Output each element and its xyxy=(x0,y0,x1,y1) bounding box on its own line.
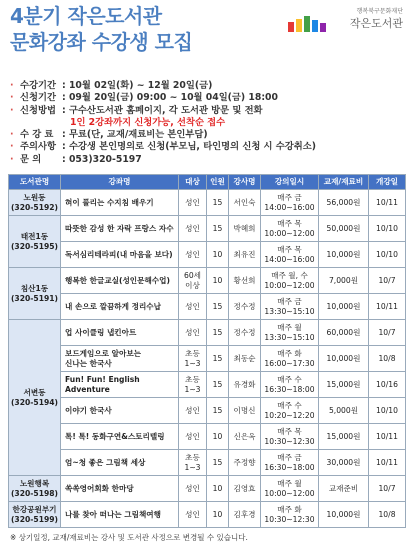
teacher-cell: 김후경 xyxy=(229,502,261,528)
count-cell: 10 xyxy=(207,268,229,294)
col-header-library: 도서관명 xyxy=(9,175,61,190)
teacher-cell: 황선희 xyxy=(229,268,261,294)
start-cell: 10/8 xyxy=(369,346,406,372)
library-cell: 노원동 (320-5192) xyxy=(9,190,61,216)
fee-cell: 15,000원 xyxy=(319,424,369,450)
teacher-cell: 최동순 xyxy=(229,346,261,372)
info-value: 1인 2강좌까지 신청가능, 선착순 접수 xyxy=(70,116,226,128)
time-cell: 매주 목 14:00~16:00 xyxy=(261,242,319,268)
time-cell: 매주 금 13:30~15:10 xyxy=(261,294,319,320)
logo-bar xyxy=(288,22,294,32)
table-row xyxy=(9,502,406,528)
teacher-cell: 박혜희 xyxy=(229,216,261,242)
start-cell: 10/7 xyxy=(369,268,406,294)
bullet-icon: · xyxy=(10,92,14,104)
target-cell: 성인 xyxy=(179,216,207,242)
time-cell: 매주 수 10:20~12:20 xyxy=(261,398,319,424)
time-cell: 매주 월, 수 10:00~12:00 xyxy=(261,268,319,294)
logo-bars-icon xyxy=(288,16,330,32)
time-cell: 매주 수 16:30~18:00 xyxy=(261,372,319,398)
teacher-cell: 신은옥 xyxy=(229,424,261,450)
library-cell: 한강공원부기 (320-5199) xyxy=(9,502,61,528)
teacher-cell: 정수정 xyxy=(229,320,261,346)
info-label: 주의사항 xyxy=(20,141,56,153)
fee-cell: 50,000원 xyxy=(319,216,369,242)
teacher-cell: 정수정 xyxy=(229,294,261,320)
info-value: : 053)320-5197 xyxy=(62,153,142,165)
info-row xyxy=(10,154,405,166)
teacher-cell: 김영효 xyxy=(229,476,261,502)
course-table xyxy=(8,174,406,528)
target-cell: 성인 xyxy=(179,476,207,502)
fee-cell: 30,000원 xyxy=(319,450,369,476)
course-name: 혀이 풀리는 수지침 배우기 xyxy=(61,190,179,216)
start-cell: 10/10 xyxy=(369,216,406,242)
teacher-cell: 이명신 xyxy=(229,398,261,424)
time-cell: 매주 목 10:30~12:30 xyxy=(261,424,319,450)
course-name: 톡! 톡! 동화구연&스토리텔링 xyxy=(61,424,179,450)
table-row xyxy=(9,268,406,294)
fee-cell: 10,000원 xyxy=(319,294,369,320)
start-cell: 10/11 xyxy=(369,424,406,450)
course-name: 내 손으로 깔끔하게 정리수납 xyxy=(61,294,179,320)
info-label: 신청방법 xyxy=(20,104,56,116)
start-cell: 10/7 xyxy=(369,476,406,502)
count-cell: 10 xyxy=(207,502,229,528)
course-name: 따뜻한 감성 한 자락 프랑스 자수 xyxy=(61,216,179,242)
course-name: 쏙쏙영어회화 한마당 xyxy=(61,476,179,502)
target-cell: 성인 xyxy=(179,424,207,450)
target-cell: 성인 xyxy=(179,502,207,528)
table-row xyxy=(9,346,406,372)
info-label: 수강기간 xyxy=(20,80,56,91)
count-cell: 15 xyxy=(207,346,229,372)
time-cell: 매주 월 10:00~12:00 xyxy=(261,476,319,502)
target-cell: 성인 xyxy=(179,242,207,268)
fee-cell: 60,000원 xyxy=(319,320,369,346)
table-row xyxy=(9,424,406,450)
count-cell: 15 xyxy=(207,216,229,242)
table-row xyxy=(9,476,406,502)
logo-main-text: 작은도서관 xyxy=(349,17,403,30)
course-name: 행복한 한글교실(성인문해수업) xyxy=(61,268,179,294)
col-header-target: 대상 xyxy=(179,175,207,190)
count-cell: 15 xyxy=(207,294,229,320)
info-section xyxy=(10,80,405,166)
info-value: : 무료(단, 교재/재료비는 본인부담) xyxy=(62,129,208,141)
library-cell: 서변동 (320-5194) xyxy=(9,320,61,476)
target-cell: 성인 xyxy=(179,320,207,346)
time-cell: 매주 월 13:30~15:10 xyxy=(261,320,319,346)
target-cell: 성인 xyxy=(179,398,207,424)
info-row xyxy=(10,105,405,117)
table-row xyxy=(9,372,406,398)
fee-cell: 5,000원 xyxy=(319,398,369,424)
table-row xyxy=(9,398,406,424)
course-name: 보드게임으로 알아보는 신나는 한국사 xyxy=(61,346,179,372)
fee-cell: 10,000원 xyxy=(319,242,369,268)
count-cell: 10 xyxy=(207,242,229,268)
start-cell: 10/7 xyxy=(369,320,406,346)
start-cell: 10/16 xyxy=(369,372,406,398)
info-label: 수 강 료 xyxy=(20,129,54,141)
bullet-icon: · xyxy=(10,129,14,141)
title-block xyxy=(10,3,192,55)
table-row xyxy=(9,294,406,320)
info-value: : 수강생 본인명의로 신청(부모님, 타인명의 신청 시 수강취소) xyxy=(62,141,316,153)
time-cell: 매주 금 14:00~16:00 xyxy=(261,190,319,216)
count-cell: 15 xyxy=(207,450,229,476)
target-cell: 60세 이상 xyxy=(179,268,207,294)
count-cell: 15 xyxy=(207,398,229,424)
bullet-icon: · xyxy=(10,141,14,153)
page-title-line1: 4분기 작은도서관 xyxy=(10,4,162,28)
table-row xyxy=(9,190,406,216)
logo-sub-text: 행복북구문화재단 xyxy=(356,8,403,15)
library-logo xyxy=(288,6,403,36)
col-header-time: 강의일시 xyxy=(261,175,319,190)
table-row xyxy=(9,216,406,242)
info-value: : 구수산도서관 홈페이지, 각 도서관 방문 및 전화 xyxy=(62,104,263,116)
target-cell: 성인 xyxy=(179,190,207,216)
fee-cell: 7,000원 xyxy=(319,268,369,294)
start-cell: 10/10 xyxy=(369,242,406,268)
start-cell: 10/10 xyxy=(369,398,406,424)
time-cell: 매주 화 16:00~17:30 xyxy=(261,346,319,372)
course-name: 이야기 한국사 xyxy=(61,398,179,424)
library-cell: 침산1동 (320-5191) xyxy=(9,268,61,320)
time-cell: 매주 금 16:30~18:00 xyxy=(261,450,319,476)
logo-bar xyxy=(312,20,318,32)
count-cell: 15 xyxy=(207,190,229,216)
time-cell: 매주 목 10:00~12:00 xyxy=(261,216,319,242)
teacher-cell: 유경화 xyxy=(229,372,261,398)
col-header-course: 강좌명 xyxy=(61,175,179,190)
count-cell: 15 xyxy=(207,320,229,346)
course-name: 엄~청 좋은 그림책 세상 xyxy=(61,450,179,476)
fee-cell: 교재준비 xyxy=(319,476,369,502)
course-name: 업 사이클링 냅킨아트 xyxy=(61,320,179,346)
bullet-icon: · xyxy=(10,104,14,116)
fee-cell: 15,000원 xyxy=(319,372,369,398)
teacher-cell: 서인숙 xyxy=(229,190,261,216)
col-header-count: 인원 xyxy=(207,175,229,190)
info-row xyxy=(10,80,405,92)
target-cell: 초등 1~3 xyxy=(179,450,207,476)
logo-bar xyxy=(320,23,326,32)
teacher-cell: 최유진 xyxy=(229,242,261,268)
start-cell: 10/11 xyxy=(369,190,406,216)
time-cell: 매주 화 10:30~12:30 xyxy=(261,502,319,528)
col-header-start: 개강일 xyxy=(369,175,406,190)
info-row xyxy=(10,117,405,129)
target-cell: 초등 1~3 xyxy=(179,346,207,372)
target-cell: 성인 xyxy=(179,294,207,320)
col-header-fee: 교재/재료비 xyxy=(319,175,369,190)
count-cell: 10 xyxy=(207,424,229,450)
library-cell: 노원행복 (320-5198) xyxy=(9,476,61,502)
course-name: 독서심리테라피(내 마음을 보다) xyxy=(61,242,179,268)
teacher-cell: 주정향 xyxy=(229,450,261,476)
course-name: Fun! Fun! English Adventure xyxy=(61,372,179,398)
table-row xyxy=(9,450,406,476)
table-header-row xyxy=(9,175,406,190)
fee-cell: 10,000원 xyxy=(319,502,369,528)
bullet-icon: · xyxy=(10,153,14,165)
count-cell: 10 xyxy=(207,476,229,502)
logo-bar xyxy=(304,16,310,32)
page-title-line2: 문화강좌 수강생 모집 xyxy=(10,30,193,54)
start-cell: 10/11 xyxy=(369,294,406,320)
logo-bar xyxy=(296,19,302,32)
start-cell: 10/8 xyxy=(369,502,406,528)
start-cell: 10/11 xyxy=(369,450,406,476)
bullet-icon: · xyxy=(10,80,14,91)
fee-cell: 10,000원 xyxy=(319,346,369,372)
info-row xyxy=(10,129,405,141)
table-row xyxy=(9,242,406,268)
info-row xyxy=(10,92,405,104)
count-cell: 15 xyxy=(207,372,229,398)
footnote: ※ 상기일정, 교재/재료비는 강사 및 도서관 사정으로 변경될 수 있습니다. xyxy=(10,533,248,542)
table-row xyxy=(9,320,406,346)
col-header-teacher: 강사명 xyxy=(229,175,261,190)
info-label: 문 의 xyxy=(20,153,42,165)
info-value: : 09월 20일(금) 09:00 ~ 10월 04일(금) 18:00 xyxy=(62,92,278,104)
info-label: 신청기간 xyxy=(20,92,56,104)
library-cell: 태전1동 (320-5195) xyxy=(9,216,61,268)
fee-cell: 56,000원 xyxy=(319,190,369,216)
info-row xyxy=(10,141,405,153)
target-cell: 초등 1~3 xyxy=(179,372,207,398)
info-value: : 10월 02일(화) ~ 12월 20일(금) xyxy=(62,80,213,91)
course-name: 나를 찾아 떠나는 그림책여행 xyxy=(61,502,179,528)
